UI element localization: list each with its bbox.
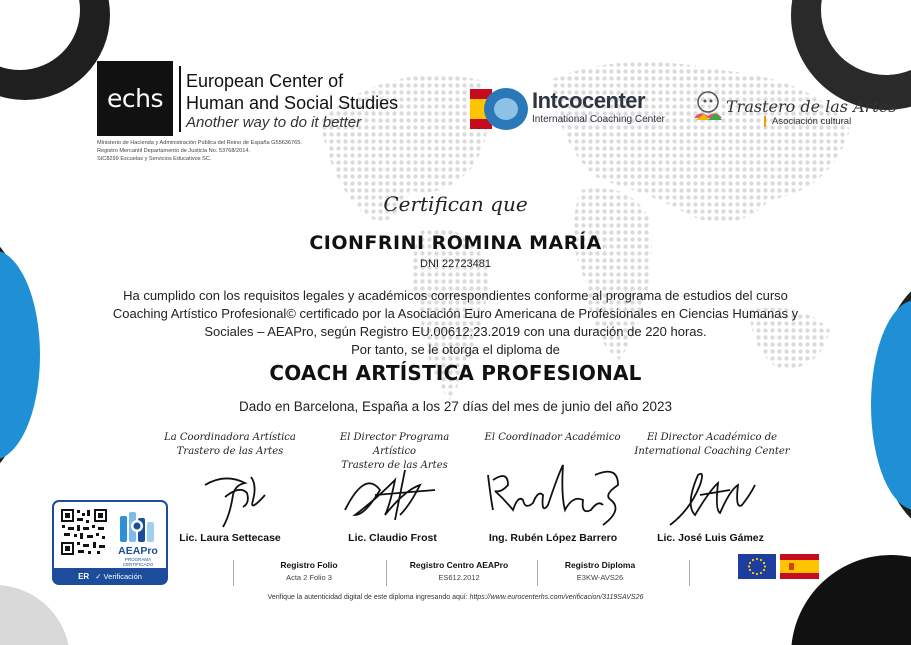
certifican-heading: Certifican que	[383, 192, 528, 216]
registry-folio-title: Registro Folio	[280, 560, 338, 570]
registry-centro-title: Registro Centro AEAPro	[409, 560, 509, 570]
globe-highlight	[494, 98, 518, 120]
signature-claudio-frost	[335, 460, 445, 530]
echs-name-line2: Human and Social Studies	[186, 93, 399, 113]
recipient-dni: DNI 22723481	[420, 258, 491, 270]
qr-code[interactable]	[60, 508, 108, 556]
signature-role-3-line1: El Coordinador Académico	[484, 432, 621, 443]
er-logo-icon: ER	[78, 572, 90, 581]
signature-role-1-line1: La Coordinadora Artística	[164, 432, 296, 443]
signature-name-1: Lic. Laura Settecase	[179, 532, 281, 544]
trastero-logo-icon	[690, 88, 726, 124]
aeapro-logo-icon	[118, 508, 156, 544]
echs-legal-line1: Ministerio de Hacienda y Administración Pública del Reino de España G55636765.	[97, 140, 302, 146]
paragraph-line4: Por tanto, se le otorga el diploma de	[351, 342, 560, 357]
signature-role-3	[480, 431, 625, 445]
verification-footer-text: Verifique la autenticidad digital de este diploma ingresando aquí:	[267, 594, 468, 601]
echs-logo-text: echs	[107, 84, 163, 113]
diploma-title: COACH ARTÍSTICA PROFESIONAL	[269, 361, 642, 385]
echs-logo	[97, 61, 173, 136]
verification-url-link[interactable]: https://www.eurocenterhs.com/verificacion/3119SAVS26	[469, 594, 644, 601]
signature-name-4: Lic. José Luis Gámez	[657, 532, 764, 544]
certificate-paragraph	[84, 287, 827, 359]
verification-footer	[0, 594, 911, 601]
paragraph-line2: Coaching Artístico Profesional© certificado por la Asociación Euro Americana de Profesionales en Ciencias Humanas y	[112, 306, 799, 321]
signature-role-2-line1: El Director Programa Artístico	[339, 432, 450, 457]
spain-flag-icon	[780, 554, 819, 579]
signature-role-1-line2: Trastero de las Artes	[176, 446, 284, 457]
verification-bar[interactable]	[52, 568, 168, 585]
verification-label: ✓ Verificación	[95, 572, 142, 581]
registry-centro-value: ES612.2012	[438, 573, 480, 582]
paragraph-line3: Sociales – AEAPro, según Registro EU.00612.23.2019 con una duración de 220 horas.	[204, 324, 707, 339]
registry-diploma	[525, 560, 675, 582]
signature-role-4-line1: El Director Académico de	[646, 432, 778, 443]
aeapro-brand-sub: PROGRAMA CERTIFICADO	[122, 557, 154, 567]
recipient-name: CIONFRINI ROMINA MARÍA	[309, 232, 602, 254]
signature-jose-luis-gamez	[660, 455, 760, 535]
signature-laura-settecase	[195, 455, 275, 535]
side-decoration-left-blue	[0, 250, 40, 460]
echs-legal-line3: SIC8299 Escuelas y Servicios Educativos SC.	[97, 156, 212, 162]
echs-tagline: Another way to do it better	[186, 114, 362, 131]
registry-diploma-value: E3KW-AVS26	[576, 573, 624, 582]
issue-date-line: Dado en Barcelona, España a los 27 días del mes de junio del año 2023	[238, 399, 673, 414]
trastero-subtitle	[766, 116, 851, 127]
paragraph-line1: Ha cumplido con los requisitos legales y académicos correspondientes conforme al programa de estudios del curso	[123, 288, 788, 303]
registry-folio	[234, 560, 384, 582]
echs-name	[186, 70, 398, 114]
echs-legal-line2: Registro Mercantil Departamento de Justicia No. 53768/2014.	[97, 148, 250, 154]
signature-name-2: Lic. Claudio Frost	[348, 532, 437, 544]
signature-ruben-lopez-barrero	[483, 455, 633, 535]
registry-diploma-title: Registro Diploma	[564, 560, 636, 570]
registry-separator	[689, 560, 690, 586]
intcocenter-subtitle: International Coaching Center	[532, 114, 665, 125]
trastero-subtitle-text: Asociación cultural	[772, 116, 852, 127]
signature-name-3: Ing. Rubén López Barrero	[488, 532, 618, 544]
signature-role-4-line2: International Coaching Center	[634, 446, 790, 457]
signature-role-2-line2: Trastero de las Artes	[341, 460, 448, 471]
intcocenter-title: Intcocenter	[532, 88, 646, 113]
aeapro-brand: AEAPro	[118, 545, 158, 557]
registry-centro	[384, 560, 534, 582]
echs-legal-text	[97, 139, 302, 163]
trastero-title: Trastero de las Artes	[726, 97, 897, 116]
echs-name-line1: European Center of	[186, 71, 344, 91]
registry-folio-value: Acta 2 Folio 3	[286, 573, 332, 582]
echs-divider	[179, 66, 181, 132]
eu-flag-icon	[738, 554, 776, 579]
